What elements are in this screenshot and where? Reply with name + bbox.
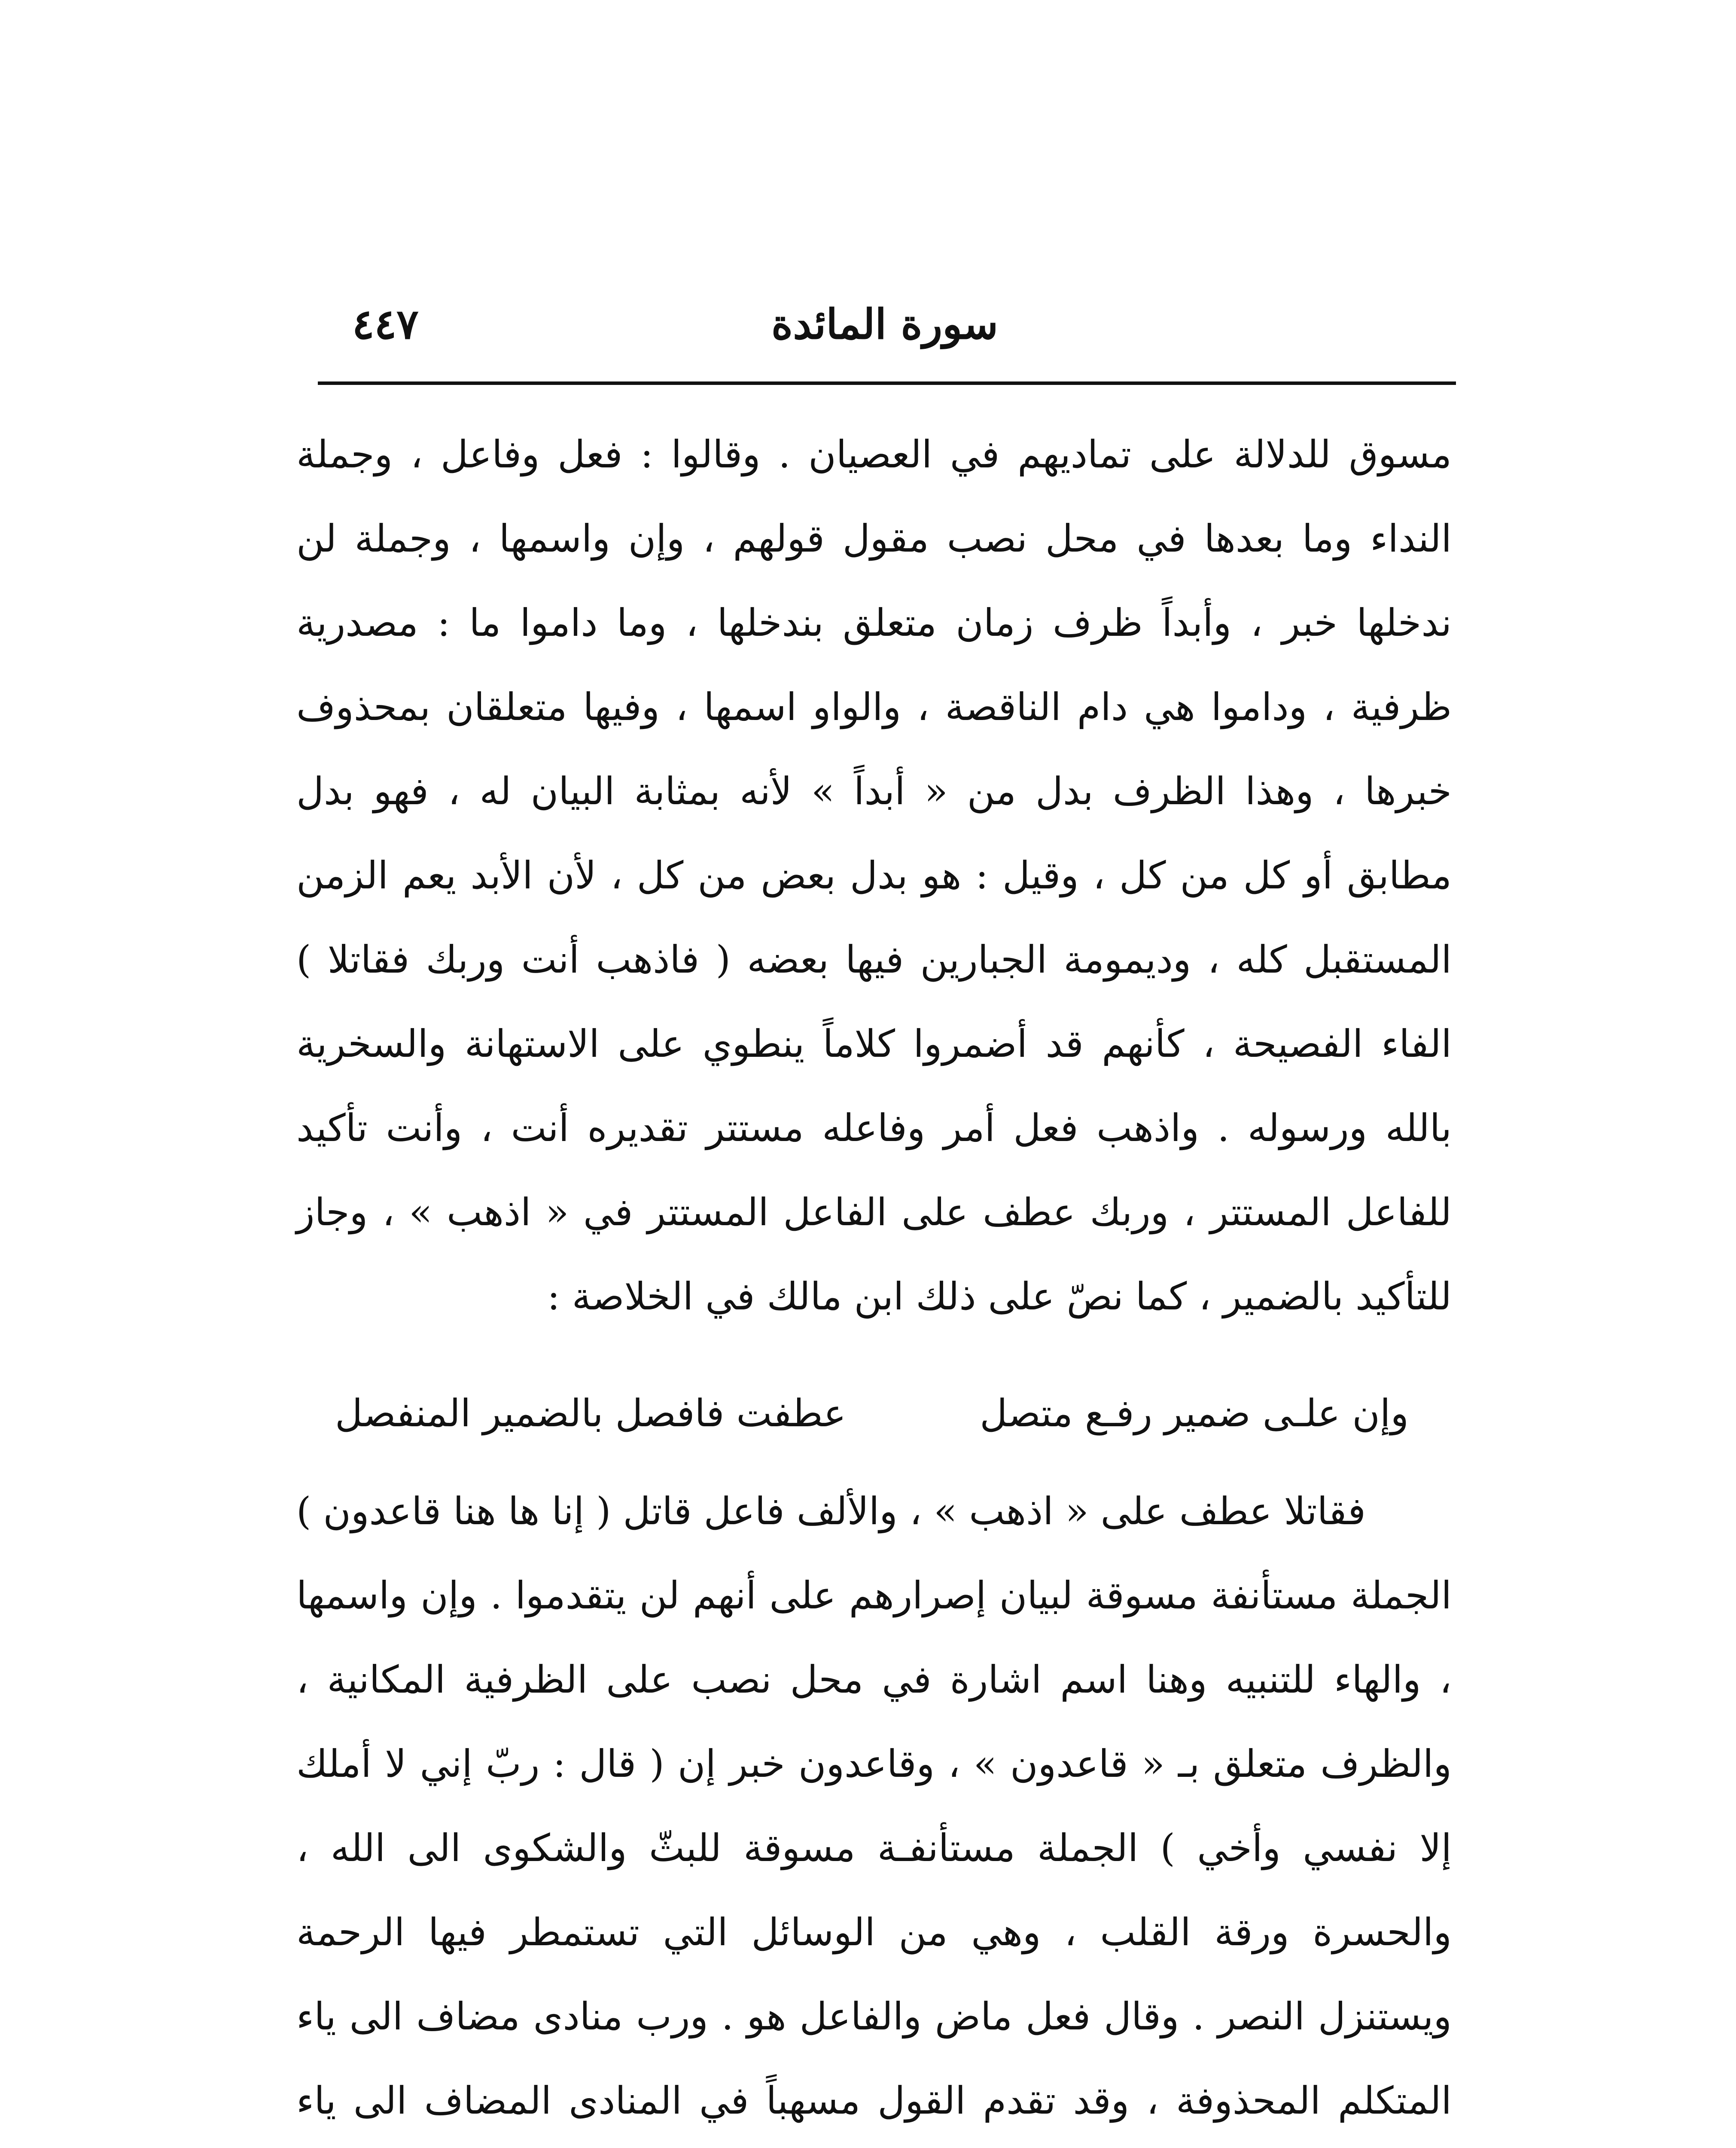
- page-number: ٤٤٧: [352, 300, 419, 348]
- poetry-verse: [335, 1370, 1409, 1456]
- paragraph-2-text: فقاتلا عطف على « اذهب » ، والألف فاعل قاتل ( إنا ها هنا قاعدون ) الجملة مستأنفة مسوقة لبيان إصرارهم على أنهم لن يتقدموا . وإن واسمها ، والهاء للتنبيه وهنا اسم اشارة في محل نصب على الظرفية المكانية ، والظرف متعلق بـ « قاعدون » ، وقاعدون خبر إن ( قال : ربّ إني لا أملك إلا نفسي وأخي ) الجملة مستأنفـة مسوقة للبثّ والشكوى الى الله ، والحسرة ورقة القلب ، وهي من الوسائل التي تستمطر فيها الرحمة ويستنزل النصر . وقال فعل ماض والفاعل هو . ورب منادى مضاف الى ياء المتكلم المحذوفة ، وقد تقدم القول مسهباً في المنادى المضاف الى ياء: [296, 1489, 1452, 2123]
- paragraph-1: مسوق للدلالة على تماديهم في العصيان . وقالوا : فعل وفاعل ، وجملة النداء وما بعدها في محل نصب مقول قولهم ، وإن واسمها ، وجملة لن ندخلها خبر ، وأبداً ظرف زمان متعلق بندخلها ، وما داموا ما : مصدرية ظرفية ، وداموا هي دام الناقصة ، والواو اسمها ، وفيها متعلقان بمحذوف خبرها ، وهذا الظرف بدل من « أبداً » لأنه بمثابة البيان له ، فهو بدل مطابق أو كل من كل ، وقيل : هو بدل بعض من كل ، لأن الأبد يعم الزمن المستقبل كله ، وديمومة الجبارين فيها بعضه ( فاذهب أنت وربك فقاتلا ) الفاء الفصيحة ، كأنهم قد أضمروا كلاماً ينطوي على الاستهانة والسخرية بالله ورسوله . واذهب فعل أمر وفاعله مستتر تقديره أنت ، وأنت تأكيد للفاعل المستتر ، وربك عطف على الفاعل المستتر في « اذهب » ، وجاز للتأكيد بالضمير ، كما نصّ على ذلك ابن مالك في الخلاصة :: [296, 432, 1452, 1318]
- paragraph-2: [296, 1469, 1452, 2148]
- surah-title: سورة المائدة: [771, 300, 999, 348]
- header-divider: [318, 381, 1456, 385]
- verse-first-hemistich: وإن علـى ضمير رفـع متصل: [980, 1391, 1409, 1435]
- verse-second-hemistich: عطفت فافصل بالضمير المنفصل: [335, 1391, 847, 1435]
- page-header: [318, 292, 1452, 357]
